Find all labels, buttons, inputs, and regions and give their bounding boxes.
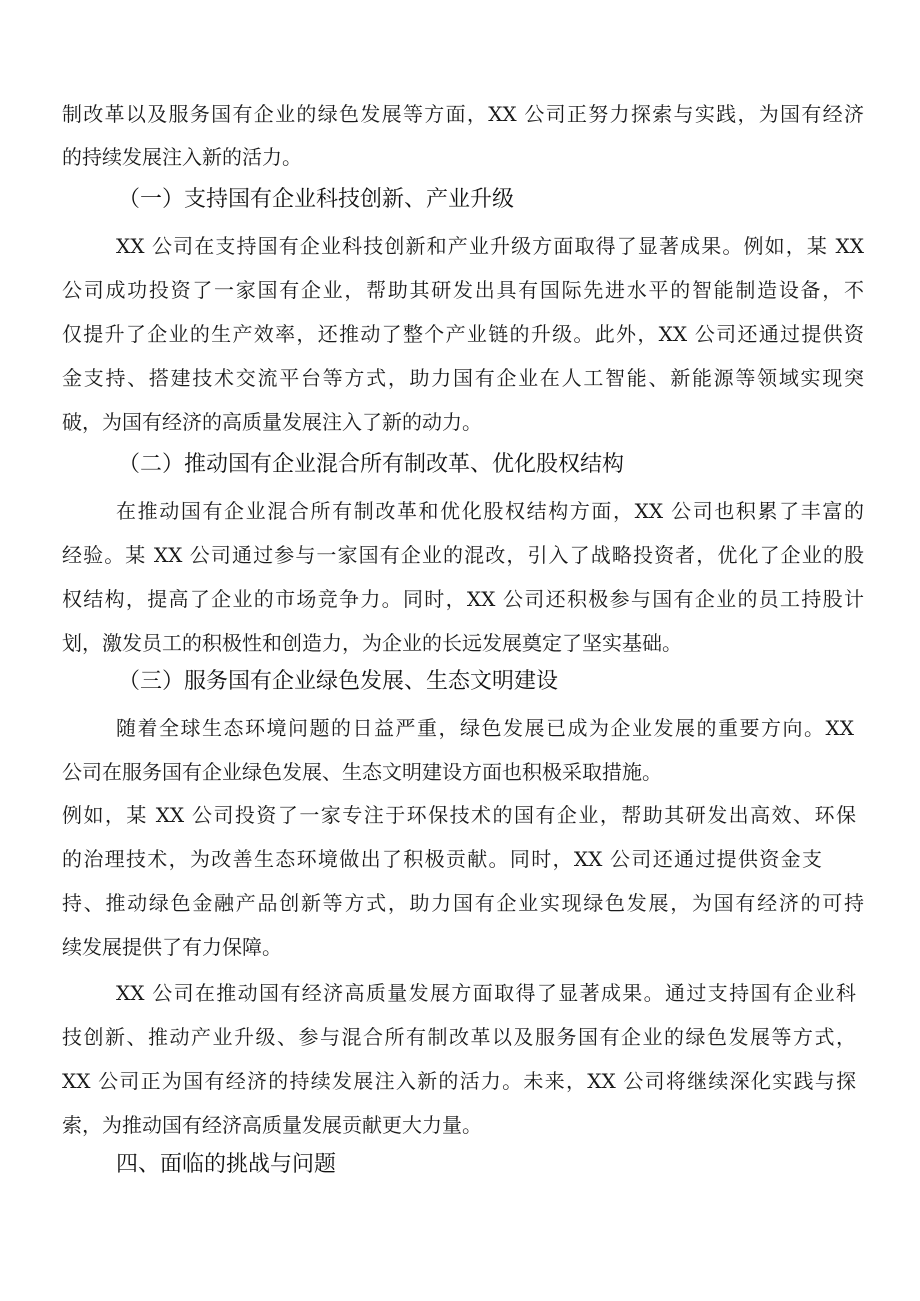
p3-line-4: 的治理技术，为改善生态环境做出了积极贡献。同时，XX 公司还通过提供资金支 [62, 847, 822, 871]
p1-line-3: 仅提升了企业的生产效率，还推动了整个产业链的升级。此外，XX 公司还通过提供资 [62, 322, 864, 346]
p1-line-2: 公司成功投资了一家国有企业，帮助其研发出具有国际先进水平的智能制造设备，不 [62, 278, 864, 302]
p3-line-2: 公司在服务国有企业绿色发展、生态文明建设方面也积极采取措施。 [62, 760, 662, 784]
p4-line-4: 索，为推动国有经济高质量发展贡献更大力量。 [62, 1113, 482, 1137]
section-heading-1: （一）支持国有企业科技创新、产业升级 [118, 187, 515, 212]
intro-line-2: 的持续发展注入新的活力。 [62, 145, 302, 169]
p2-line-3: 权结构，提高了企业的市场竞争力。同时，XX 公司还积极参与国有企业的员工持股计 [62, 587, 864, 611]
p3-line-3: 例如，某 XX 公司投资了一家专注于环保技术的国有企业，帮助其研发出高效、环保 [62, 803, 856, 827]
p3-line-5: 持、推动绿色金融产品创新等方式，助力国有企业实现绿色发展，为国有经济的可持 [62, 891, 864, 915]
p3-line-1: 随着全球生态环境问题的日益严重，绿色发展已成为企业发展的重要方向。XX [116, 716, 854, 740]
p2-line-1: 在推动国有企业混合所有制改革和优化股权结构方面，XX 公司也积累了丰富的 [116, 499, 864, 523]
p4-line-3: XX 公司正为国有经济的持续发展注入新的活力。未来，XX 公司将继续深化实践与探 [62, 1069, 856, 1093]
p1-line-5: 破，为国有经济的高质量发展注入了新的动力。 [62, 410, 482, 434]
intro-line-1: 制改革以及服务国有企业的绿色发展等方面，XX 公司正努力探索与实践，为国有经济 [62, 102, 864, 126]
p1-line-4: 金支持、搭建技术交流平台等方式，助力国有企业在人工智能、新能源等领域实现突 [62, 366, 864, 390]
p3-line-6: 续发展提供了有力保障。 [62, 935, 282, 959]
p2-line-4: 划，激发员工的积极性和创造力，为企业的长远发展奠定了坚实基础。 [62, 631, 682, 655]
p2-line-2: 经验。某 XX 公司通过参与一家国有企业的混改，引入了战略投资者，优化了企业的股 [62, 543, 864, 567]
section-heading-2: （二）推动国有企业混合所有制改革、优化股权结构 [118, 452, 625, 477]
chapter-heading-4: 四、面临的挑战与问题 [116, 1152, 337, 1177]
p1-line-1: XX 公司在支持国有企业科技创新和产业升级方面取得了显著成果。例如，某 XX [116, 234, 864, 258]
p4-line-1: XX 公司在推动国有经济高质量发展方面取得了显著成果。通过支持国有企业科 [116, 981, 856, 1005]
section-heading-3: （三）服务国有企业绿色发展、生态文明建设 [118, 669, 559, 694]
p4-line-2: 技创新、推动产业升级、参与混合所有制改革以及服务国有企业的绿色发展等方式， [62, 1025, 856, 1049]
